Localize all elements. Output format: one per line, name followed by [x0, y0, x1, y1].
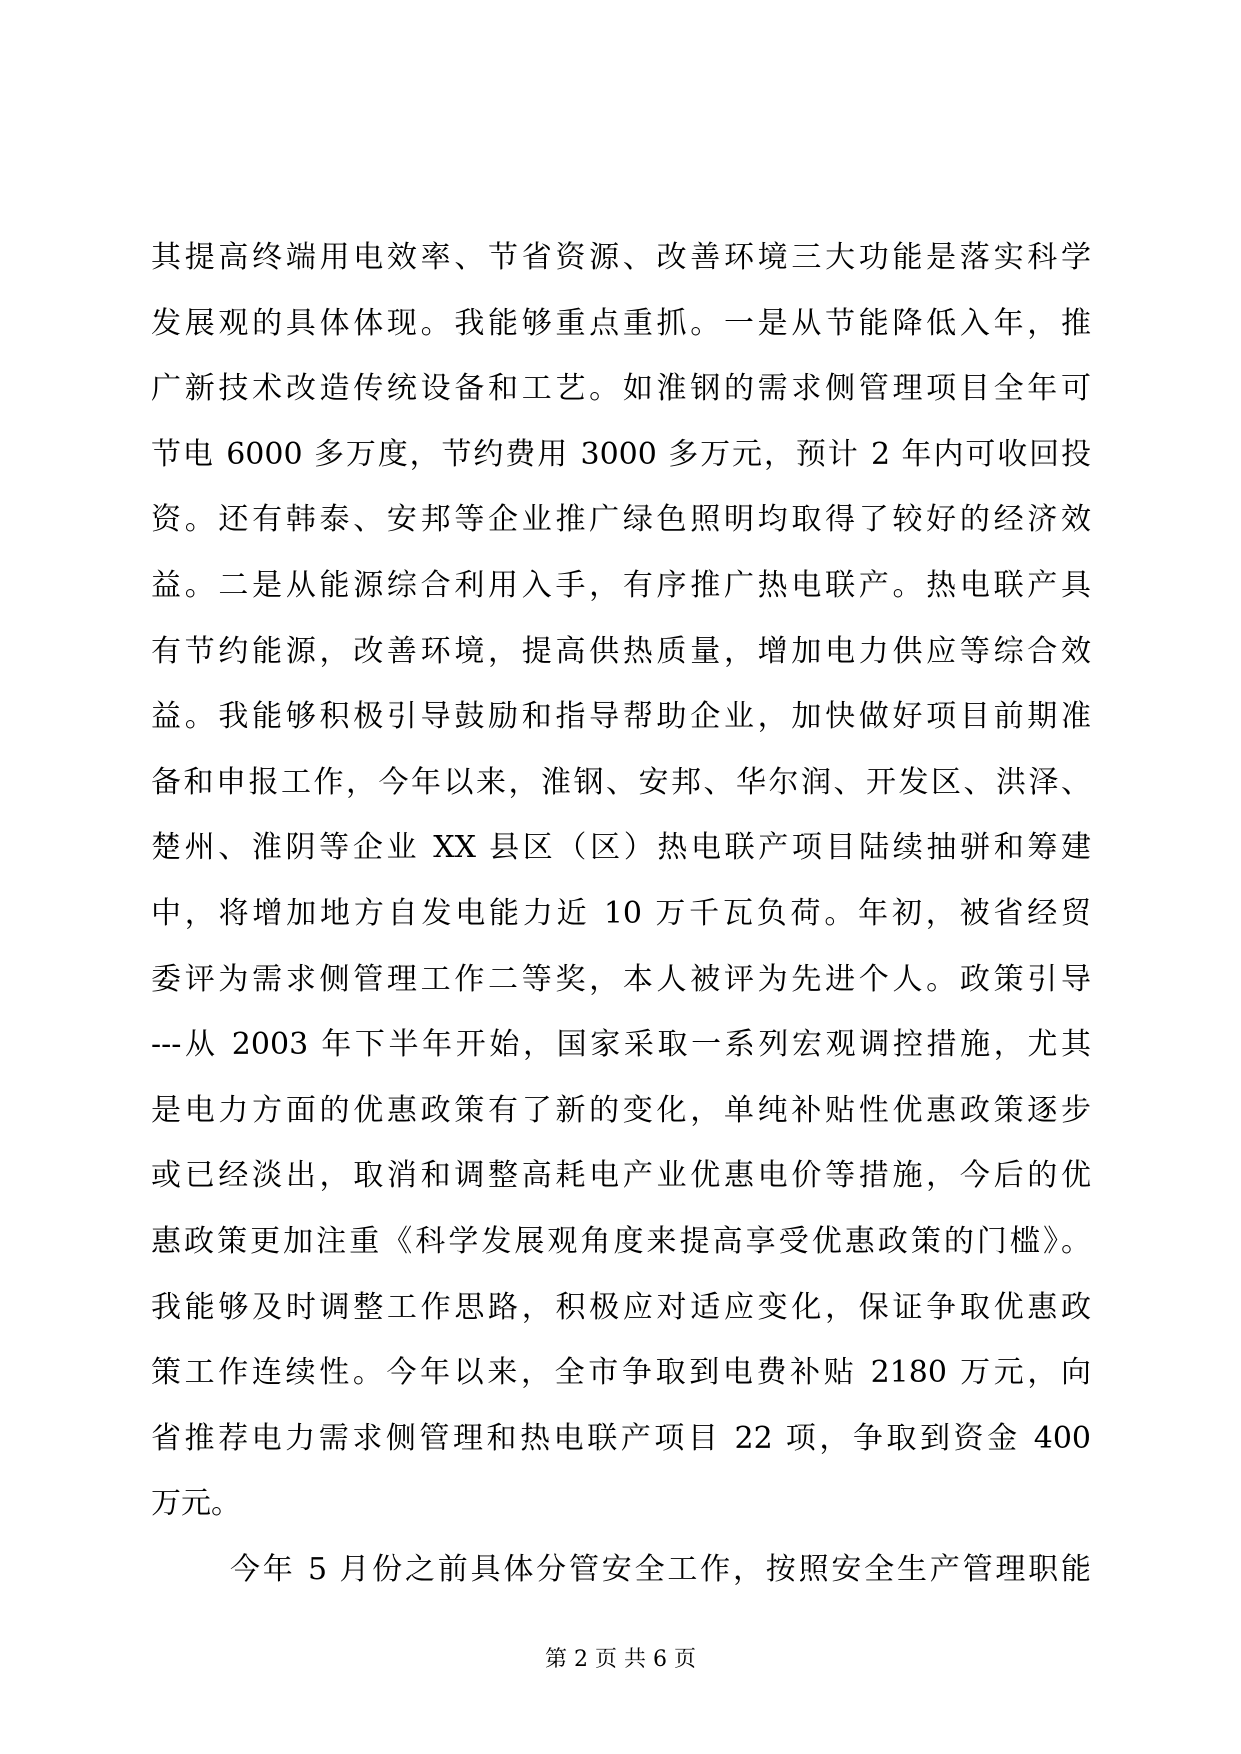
- text-line: 是电力方面的优惠政策有了新的变化，单纯补贴性优惠政策逐步: [151, 1092, 1091, 1128]
- text-line: 节电 6000 多万度，节约费用 3000 多万元，预计 2 年内可收回投: [151, 436, 1091, 472]
- text-line: 资。还有韩泰、安邦等企业推广绿色照明均取得了较好的经济效: [151, 502, 1091, 538]
- text-line: 中，将增加地方自发电能力近 10 万千瓦负荷。年初，被省经贸: [151, 895, 1091, 931]
- text-line: 有节约能源，改善环境，提高供热质量，增加电力供应等综合效: [151, 633, 1091, 669]
- text-line: 楚州、淮阴等企业 XX 县区（区）热电联产项目陆续抽骈和筹建: [151, 830, 1091, 866]
- text-line: 万元。: [151, 1486, 241, 1522]
- text-line: 益。二是从能源综合利用入手，有序推广热电联产。热电联产具: [151, 567, 1091, 603]
- body-text: [151, 225, 1091, 1602]
- text-line: 委评为需求侧管理工作二等奖，本人被评为先进个人。政策引导: [151, 961, 1091, 997]
- text-line: 省推荐电力需求侧管理和热电联产项目 22 项，争取到资金 400: [151, 1420, 1091, 1456]
- text-line: ---从 2003 年下半年开始，国家采取一系列宏观调控措施，尤其: [151, 1027, 1091, 1063]
- text-line: 益。我能够积极引导鼓励和指导帮助企业，加快做好项目前期准: [151, 699, 1091, 735]
- text-line: 广新技术改造传统设备和工艺。如淮钢的需求侧管理项目全年可: [151, 371, 1091, 407]
- page-number-footer: 第 2 页 共 6 页: [545, 1647, 696, 1672]
- text-line: 或已经淡出，取消和调整高耗电产业优惠电价等措施，今后的优: [151, 1158, 1091, 1194]
- text-line: 其提高终端用电效率、节省资源、改善环境三大功能是落实科学: [151, 240, 1091, 275]
- text-line: 惠政策更加注重《科学发展观角度来提高享受优惠政策的门槛》。: [151, 1223, 1091, 1259]
- text-line: 发展观的具体体现。我能够重点重抓。一是从节能降低入年，推: [151, 305, 1091, 341]
- text-line: 今年 5 月份之前具体分管安全工作，按照安全生产管理职能: [230, 1551, 1091, 1587]
- text-line: 我能够及时调整工作思路，积极应对适应变化，保证争取优惠政: [151, 1289, 1091, 1325]
- text-line: 策工作连续性。今年以来，全市争取到电费补贴 2180 万元，向: [151, 1355, 1091, 1391]
- text-line: 备和申报工作，今年以来，淮钢、安邦、华尔润、开发区、洪泽、: [151, 764, 1091, 800]
